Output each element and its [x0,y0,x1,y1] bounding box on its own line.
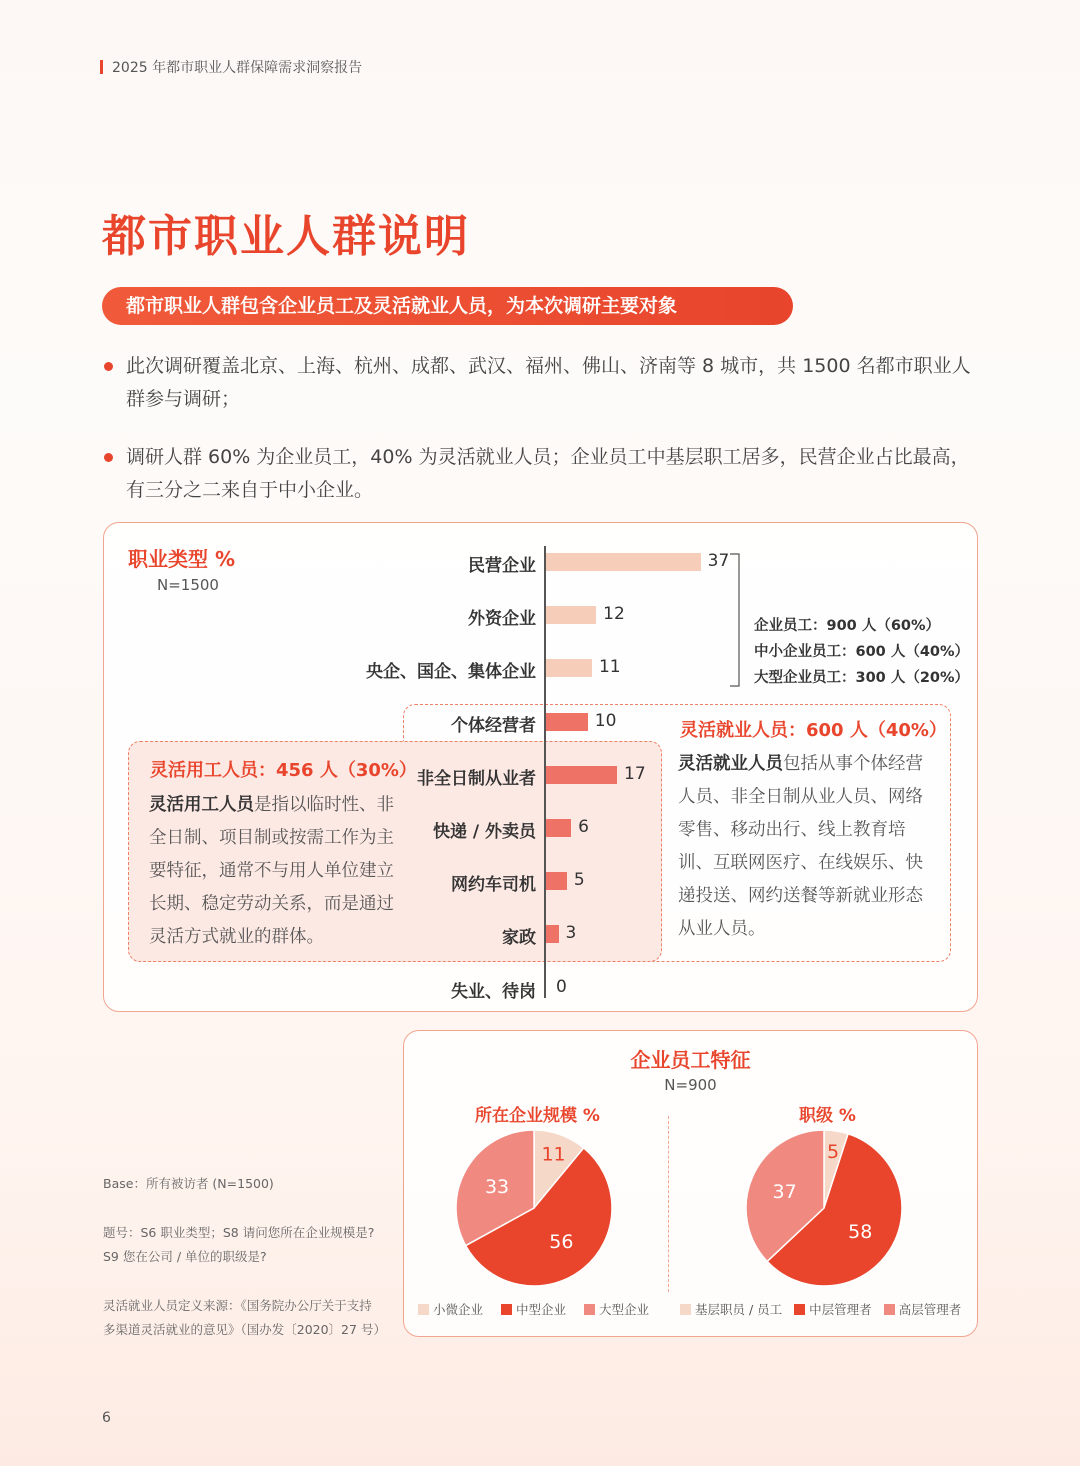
bar-category-label: 快递 / 外卖员 [432,822,536,842]
bar [546,872,567,890]
bar-category-label: 家政 [502,928,536,949]
enterprise-note-line: 大型企业员工：300 人（20%） [754,670,970,686]
bar [546,713,588,731]
job-level-legend [680,1300,961,1318]
bar-value-label: 0 [556,976,567,997]
legend-item [418,1300,483,1318]
employee-features-title: 企业员工特征 [630,1048,751,1072]
bar-value-label: 5 [573,870,585,891]
legend-item [884,1300,962,1318]
pie-value-label: 33 [484,1176,510,1199]
legend-swatch [418,1304,429,1315]
legend-label: 基层职员 / 员工 [695,1302,783,1317]
flex-staff-title: 灵活就业人员：600 人（40%） [680,720,947,741]
enterprise-note-line: 中小企业员工：600 人（40%） [754,644,970,660]
bullet-dot [104,362,113,371]
company-size-title: 所在企业规模 % [475,1106,600,1126]
enterprise-bracket [728,552,742,688]
bar-category-label: 非全日制从业者 [417,768,536,789]
legend-label: 中层管理者 [809,1302,872,1317]
bar-category-label: 失业、待岗 [451,981,536,1002]
question-note-1: 题号：S6 职业类型；S8 请问您所在企业规模是? [103,1225,375,1240]
enterprise-note-line: 企业员工：900 人（60%） [754,618,941,634]
bar-value-label: 6 [578,817,589,837]
flex-staff-term: 灵活就业人员 [678,754,783,774]
bar [546,819,571,837]
company-size-legend [418,1300,649,1318]
legend-label: 中型企业 [516,1302,567,1317]
bar-category-label: 央企、国企、集体企业 [366,662,536,683]
company-size-pie [454,1128,614,1288]
page-title: 都市职业人群说明 [102,211,470,262]
pie-divider [668,1116,669,1292]
pie-value-label: 11 [541,1143,566,1166]
flex-work-text: 是指以临时性、非全日制、项目制或按需工作为主要特征，通常不与用人单位建立长期、稳定劳动关系，而是通过灵活方式就业的群体。 [149,795,394,947]
job-chart-sample-size: N=1500 [157,576,219,594]
flex-staff-description [678,748,936,946]
bar-category-label: 民营企业 [468,556,536,576]
legend-swatch [680,1304,691,1315]
legend-item [584,1300,649,1318]
legend-swatch [501,1304,512,1315]
bullet-dot [104,453,113,462]
bar [546,766,617,784]
question-note-2: S9 您在公司 / 单位的职级是? [103,1249,267,1264]
bar-value-label: 11 [598,657,621,678]
pie-value-label: 56 [549,1231,574,1254]
bullet-text-1: 此次调研覆盖北京、上海、杭州、成都、武汉、福州、佛山、济南等 8 城市，共 1500 名都市职业人群参与调研； [126,355,971,410]
legend-item [680,1300,782,1318]
legend-item [794,1300,872,1318]
bar-value-label: 10 [594,710,617,731]
bar [546,659,592,677]
flex-work-description [149,789,399,954]
flex-work-title: 灵活用工人员：456 人（30%） [150,760,417,781]
job-chart-title: 职业类型 % [128,547,236,571]
pie-value-label: 5 [826,1140,840,1163]
flex-work-term: 灵活用工人员 [149,795,254,815]
summary-banner: 都市职业人群包含企业员工及灵活就业人员，为本次调研主要对象 [102,287,793,325]
report-header: 2025 年都市职业人群保障需求洞察报告 [112,60,363,76]
legend-label: 高层管理者 [898,1302,962,1317]
legend-label: 小微企业 [433,1302,484,1317]
flex-staff-text: 包括从事个体经营人员、非全日制从业人员、网络零售、移动出行、线上教育培训、互联网医疗、在线娱乐、快递投送、网约送餐等新就业形态从业人员。 [678,754,923,939]
base-note: Base：所有被访者 (N=1500) [103,1176,274,1191]
pie-value-label: 37 [772,1180,797,1203]
pie-value-label: 58 [848,1220,873,1243]
bar-value-label: 37 [707,551,730,571]
legend-item [501,1300,566,1318]
bar-value-label: 3 [565,923,577,944]
legend-swatch [584,1304,595,1315]
bar [546,925,559,943]
source-note-1: 灵活就业人员定义来源：《国务院办公厅关于支持 [103,1298,372,1313]
bar-category-label: 个体经营者 [451,715,536,736]
bar [546,553,701,571]
job-level-pie [744,1128,904,1288]
bar-category-label: 网约车司机 [451,875,536,896]
bar-value-label: 12 [603,604,625,625]
legend-swatch [884,1304,895,1315]
employee-sample-size: N=900 [664,1076,717,1094]
header-accent-bar [100,60,103,74]
page-number: 6 [102,1410,111,1426]
bar-category-label: 外资企业 [468,609,536,630]
job-level-title: 职级 % [799,1106,856,1126]
bar-value-label: 17 [624,763,646,784]
legend-label: 大型企业 [599,1302,650,1317]
bar [546,606,596,624]
legend-swatch [794,1304,805,1315]
bullet-text-2: 调研人群 60% 为企业员工，40% 为灵活就业人员；企业员工中基层职工居多，民营企业占比最高，有三分之二来自于中小企业。 [126,446,970,501]
source-note-2: 多渠道灵活就业的意见》（国办发〔2020〕27 号） [103,1322,386,1337]
